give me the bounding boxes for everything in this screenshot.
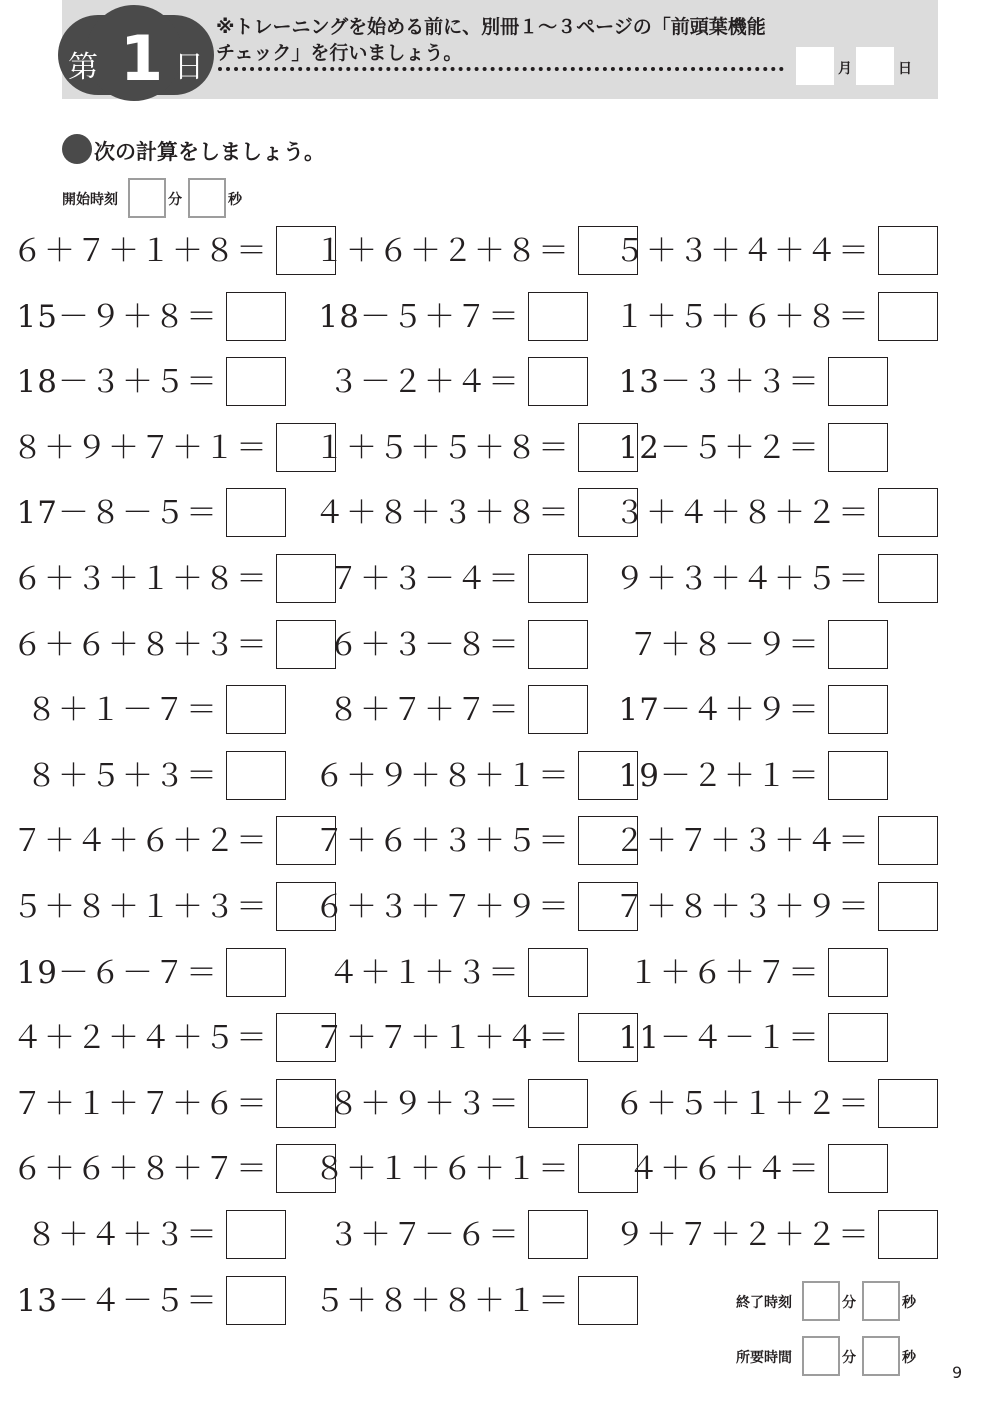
problem-row: [614, 292, 870, 342]
answer-box[interactable]: [828, 948, 888, 997]
header-note: [216, 14, 796, 66]
problem-row: [328, 554, 520, 604]
answer-box[interactable]: [828, 620, 888, 669]
problem-expression: ９＋７＋２＋２＝: [614, 1217, 870, 1253]
problem-row: [614, 816, 870, 866]
problem-row: [628, 620, 820, 670]
problem-row: [26, 751, 218, 801]
problem-row: [314, 226, 570, 276]
instruction-bullet-icon: [62, 134, 92, 164]
problem-expression: １＋６＋２＋８＝: [314, 233, 570, 269]
answer-box[interactable]: [226, 292, 286, 341]
problem-row: [16, 488, 218, 538]
problem-expression: ８＋５＋３＝: [26, 758, 218, 794]
answer-box[interactable]: [528, 1079, 588, 1128]
answer-box[interactable]: [878, 554, 938, 603]
answer-box[interactable]: [878, 1079, 938, 1128]
answer-box[interactable]: [226, 751, 286, 800]
start-time: [62, 178, 262, 218]
problem-row: [318, 292, 520, 342]
problem-row: [618, 423, 820, 473]
answer-box[interactable]: [276, 554, 336, 603]
answer-box[interactable]: [528, 620, 588, 669]
answer-box[interactable]: [226, 357, 286, 406]
problem-expression: ７＋４＋６＋２＝: [12, 823, 268, 859]
problem-row: [12, 226, 268, 276]
answer-box[interactable]: [528, 292, 588, 341]
problem-row: [328, 620, 520, 670]
problem-expression: ４＋１＋３＝: [328, 955, 520, 991]
problem-row: [314, 751, 570, 801]
problem-expression: ８＋９＋７＋１＝: [12, 430, 268, 466]
answer-box[interactable]: [878, 882, 938, 931]
problem-expression: ３＋７－６＝: [328, 1217, 520, 1253]
problem-row: [12, 1144, 268, 1194]
problem-row: [12, 816, 268, 866]
problem-expression: ８＋７＋７＝: [328, 692, 520, 728]
elapsed-seconds-box[interactable]: [862, 1336, 900, 1376]
end-seconds-box[interactable]: [862, 1281, 900, 1321]
problem-expression: 12－５＋２＝: [618, 430, 820, 466]
problem-expression: ７＋８＋３＋９＝: [614, 889, 870, 925]
problem-row: [618, 751, 820, 801]
problem-expression: ４＋６＋４＝: [628, 1151, 820, 1187]
problem-expression: １＋５＋５＋８＝: [314, 430, 570, 466]
problem-expression: ７＋３－４＝: [328, 561, 520, 597]
problem-row: [614, 1079, 870, 1129]
answer-box[interactable]: [226, 1210, 286, 1259]
problem-row: [26, 1210, 218, 1260]
problem-expression: ８＋１＋６＋１＝: [314, 1151, 570, 1187]
problem-row: [12, 423, 268, 473]
problem-expression: ６＋３＋７＋９＝: [314, 889, 570, 925]
answer-box[interactable]: [878, 292, 938, 341]
problem-expression: ７＋７＋１＋４＝: [314, 1020, 570, 1056]
answer-box[interactable]: [528, 554, 588, 603]
problem-expression: ６＋５＋１＋２＝: [614, 1086, 870, 1122]
problem-expression: １＋５＋６＋８＝: [614, 299, 870, 335]
problem-expression: 19－２＋１＝: [618, 758, 820, 794]
problem-expression: ７＋８－９＝: [628, 627, 820, 663]
day-suffix: 日: [174, 50, 204, 85]
problem-row: [16, 1276, 218, 1326]
start-seconds-label: 秒: [228, 192, 242, 208]
problem-row: [314, 488, 570, 538]
answer-box[interactable]: [528, 1210, 588, 1259]
problem-row: [618, 1013, 820, 1063]
day-label: 日: [898, 61, 912, 77]
start-time-label: 開始時刻: [62, 192, 118, 208]
month-label: 月: [838, 61, 852, 77]
problem-row: [314, 1276, 570, 1326]
answer-box[interactable]: [276, 620, 336, 669]
end-minutes-box[interactable]: [802, 1281, 840, 1321]
problem-row: [328, 685, 520, 735]
problem-row: [328, 1210, 520, 1260]
answer-box[interactable]: [226, 488, 286, 537]
problem-row: [12, 554, 268, 604]
problem-row: [16, 292, 218, 342]
problem-expression: ６＋９＋８＋１＝: [314, 758, 570, 794]
problem-expression: ８＋９＋３＝: [328, 1086, 520, 1122]
answer-box[interactable]: [878, 488, 938, 537]
header-note-line1: ※トレーニングを始める前に、別冊１〜３ページの「前頭葉機能: [216, 16, 766, 38]
dotted-divider: [218, 67, 784, 71]
problem-expression: １＋６＋７＝: [628, 955, 820, 991]
start-seconds-box[interactable]: [188, 178, 226, 218]
problem-expression: ６＋７＋１＋８＝: [12, 233, 268, 269]
problem-row: [614, 488, 870, 538]
problem-row: [16, 357, 218, 407]
answer-box[interactable]: [528, 357, 588, 406]
problem-expression: ６＋３＋１＋８＝: [12, 561, 268, 597]
problem-row: [314, 882, 570, 932]
answer-box[interactable]: [828, 423, 888, 472]
day-input-box[interactable]: [856, 47, 894, 85]
answer-box[interactable]: [578, 1276, 638, 1325]
problem-expression: 18－５＋７＝: [318, 299, 520, 335]
elapsed-minutes-label: 分: [842, 1350, 856, 1366]
problem-expression: ７＋１＋７＋６＝: [12, 1086, 268, 1122]
problem-expression: ８＋４＋３＝: [26, 1217, 218, 1253]
problem-row: [328, 357, 520, 407]
problem-row: [618, 357, 820, 407]
problem-row: [314, 1144, 570, 1194]
problem-expression: ４＋２＋４＋５＝: [12, 1020, 268, 1056]
problem-expression: ５＋８＋８＋１＝: [314, 1283, 570, 1319]
answer-box[interactable]: [528, 948, 588, 997]
answer-box[interactable]: [226, 685, 286, 734]
elapsed-time: [736, 1336, 936, 1376]
problem-row: [328, 1079, 520, 1129]
problem-row: [614, 226, 870, 276]
end-time: [736, 1281, 936, 1321]
problem-row: [614, 882, 870, 932]
problem-expression: ６＋６＋８＋３＝: [12, 627, 268, 663]
problem-row: [12, 620, 268, 670]
elapsed-minutes-box[interactable]: [802, 1336, 840, 1376]
elapsed-seconds-label: 秒: [902, 1350, 916, 1366]
problem-expression: 13－３＋３＝: [618, 364, 820, 400]
answer-box[interactable]: [828, 357, 888, 406]
answer-box[interactable]: [878, 1210, 938, 1259]
end-time-label: 終了時刻: [736, 1295, 792, 1311]
problem-expression: 19－６－７＝: [16, 955, 218, 991]
end-minutes-label: 分: [842, 1295, 856, 1311]
problem-expression: ６＋６＋８＋７＝: [12, 1151, 268, 1187]
problem-expression: ３－２＋４＝: [328, 364, 520, 400]
problem-row: [314, 423, 570, 473]
problem-expression: 17－８－５＝: [16, 495, 218, 531]
problem-expression: ６＋３－８＝: [328, 627, 520, 663]
problem-expression: ４＋８＋３＋８＝: [314, 495, 570, 531]
answer-box[interactable]: [828, 1144, 888, 1193]
answer-box[interactable]: [828, 751, 888, 800]
problem-expression: ９＋３＋４＋５＝: [614, 561, 870, 597]
problem-expression: 18－３＋５＝: [16, 364, 218, 400]
problem-row: [16, 948, 218, 998]
answer-box[interactable]: [528, 685, 588, 734]
problem-row: [12, 1013, 268, 1063]
problem-expression: ５＋３＋４＋４＝: [614, 233, 870, 269]
answer-box[interactable]: [276, 1079, 336, 1128]
problem-expression: 11－４－１＝: [618, 1020, 820, 1056]
answer-box[interactable]: [878, 226, 938, 275]
answer-box[interactable]: [828, 685, 888, 734]
problem-row: [628, 948, 820, 998]
start-minutes-box[interactable]: [128, 178, 166, 218]
problem-row: [26, 685, 218, 735]
page-number: 9: [952, 1363, 963, 1382]
problem-row: [314, 1013, 570, 1063]
problem-row: [628, 1144, 820, 1194]
answer-box[interactable]: [878, 816, 938, 865]
answer-box[interactable]: [226, 1276, 286, 1325]
problem-row: [614, 1210, 870, 1260]
month-input-box[interactable]: [796, 47, 834, 85]
problem-row: [614, 554, 870, 604]
problem-expression: ３＋４＋８＋２＝: [614, 495, 870, 531]
instruction-text: 次の計算をしましょう。: [94, 140, 325, 164]
problem-row: [314, 816, 570, 866]
problem-row: [328, 948, 520, 998]
end-seconds-label: 秒: [902, 1295, 916, 1311]
problem-expression: 15－９＋８＝: [16, 299, 218, 335]
problem-expression: ２＋７＋３＋４＝: [614, 823, 870, 859]
answer-box[interactable]: [828, 1013, 888, 1062]
problem-expression: 17－４＋９＝: [618, 692, 820, 728]
day-number: 1: [120, 22, 164, 95]
problem-expression: ８＋１－７＝: [26, 692, 218, 728]
problem-row: [12, 1079, 268, 1129]
problem-expression: ７＋６＋３＋５＝: [314, 823, 570, 859]
problem-row: [12, 882, 268, 932]
header-note-line2: チェック」を行いましょう。: [216, 42, 463, 64]
problem-expression: 13－４－５＝: [16, 1283, 218, 1319]
elapsed-time-label: 所要時間: [736, 1350, 792, 1366]
answer-box[interactable]: [226, 948, 286, 997]
start-minutes-label: 分: [168, 192, 182, 208]
problem-expression: ５＋８＋１＋３＝: [12, 889, 268, 925]
day-prefix: 第: [68, 50, 98, 85]
problem-row: [618, 685, 820, 735]
